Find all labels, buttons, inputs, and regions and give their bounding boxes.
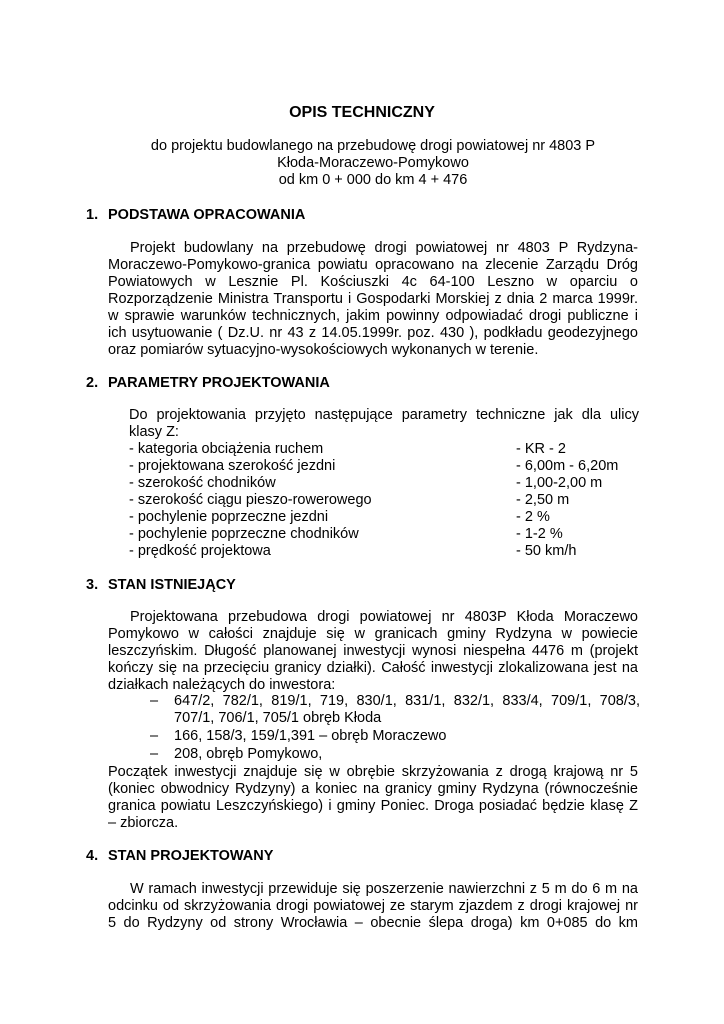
section-heading-1 (86, 207, 305, 223)
list-item-line: 647/2, 782/1, 819/1, 719, 830/1, 831/1, 832/1, 833/4, 709/1, 708/3, (174, 693, 640, 709)
dash-bullet: – (150, 728, 159, 744)
section-title: STAN PROJEKTOWANY (108, 848, 274, 864)
dash-bullet: – (150, 693, 159, 709)
document-title: OPIS TECHNICZNY (289, 104, 435, 121)
document-subtitle (0, 138, 724, 189)
paragraph-line: ich usytuowanie ( Dz.U. nr 43 z 14.05.1999r. poz. 430 ), podkładu geodezyjnego (108, 325, 638, 341)
section-number: 3. (86, 577, 99, 593)
paragraph-line: leszczyńskim. Długość planowanej inwestycji wynosi niespełna 4476 m (projekt (108, 643, 638, 659)
intro-line: klasy Z: (129, 424, 179, 440)
paragraph-line: Rozporządzenie Ministra Transportu i Gospodarki Morskiej z dnia 2 marca 1999r. (108, 291, 638, 307)
section-1-paragraph (108, 240, 638, 359)
parameter-name: - szerokość ciągu pieszo-rowerowego (129, 492, 372, 508)
subtitle-line: Kłoda-Moraczewo-Pomykowo (277, 155, 469, 171)
parameter-row (129, 543, 639, 560)
section-number: 2. (86, 375, 99, 391)
paragraph-line: odcinku od skrzyżowania drogi powiatowej ze starym zjazdem z drogi krajowej nr (108, 898, 638, 914)
paragraph-line: oraz pomiarów sytuacyjno-wysokościowych wykonanych w terenie. (108, 342, 539, 358)
section-heading-3 (86, 577, 236, 593)
parcel-list (150, 693, 640, 764)
parameters-list (129, 441, 639, 560)
paragraph-line: Początek inwestycji znajduje się w obrębie skrzyżowania z drogą krajową nr 5 (108, 764, 638, 780)
list-item-line: 208, obręb Pomykowo, (174, 746, 323, 762)
paragraph-line: Pomykowo w całości znajduje się w granicach gminy Rydzyna w powiecie (108, 626, 638, 642)
list-item-line: 166, 158/3, 159/1,391 – obręb Moraczewo (174, 728, 447, 744)
paragraph-line: (koniec obwodnicy Rydzyny) a koniec na granicy gminy Rydzyna (równocześnie (108, 781, 638, 797)
section-heading-4 (86, 848, 273, 864)
parameter-name: - prędkość projektowa (129, 543, 271, 559)
paragraph-line: Powiatowych w Lesznie Pl. Kościuszki 4c 64-100 Leszno w oparciu o (108, 274, 638, 290)
list-item (150, 746, 640, 763)
paragraph-line: W ramach inwestycji przewiduje się poszerzenie nawierzchni z 5 m do 6 m na (130, 881, 638, 897)
paragraph-line: Moraczewo-Pomykowo-granica powiatu opracowano na zlecenie Zarządu Dróg (108, 257, 638, 273)
section-number: 1. (86, 207, 99, 223)
parameter-name: - kategoria obciążenia ruchem (129, 441, 324, 457)
parameter-row (129, 458, 639, 475)
paragraph-line: w sprawie warunków technicznych, jakim powinny odpowiadać drogi publiczne i (108, 308, 638, 324)
parameter-name: - projektowana szerokość jezdni (129, 458, 336, 474)
parameter-value: - 1-2 % (516, 526, 563, 542)
parameter-value: - 1,00-2,00 m (516, 475, 603, 491)
parameter-value: - KR - 2 (516, 441, 566, 457)
section-title: PODSTAWA OPRACOWANIA (108, 207, 306, 223)
parameter-value: - 50 km/h (516, 543, 577, 559)
parameter-row (129, 475, 639, 492)
paragraph-line: działkach należących do inwestora: (108, 677, 336, 693)
subtitle-line: do projektu budowlanego na przebudowę drogi powiatowej nr 4803 P (150, 138, 596, 154)
section-title: STAN ISTNIEJĄCY (108, 577, 236, 593)
list-item-line: 707/1, 706/1, 705/1 obręb Kłoda (174, 710, 382, 726)
paragraph-line: Projekt budowlany na przebudowę drogi powiatowej nr 4803 P Rydzyna- (130, 240, 638, 256)
section-title: PARAMETRY PROJEKTOWANIA (108, 375, 330, 391)
parameter-value: - 2,50 m (516, 492, 570, 508)
parameter-row (129, 441, 639, 458)
section-3-continuation (108, 764, 638, 832)
section-4-paragraph (108, 881, 638, 932)
parameter-row (129, 509, 639, 526)
parameters-intro (129, 407, 639, 441)
section-number: 4. (86, 848, 99, 864)
paragraph-line: 5 do Rydzyny od strony Wrocławia – obecnie ślepa droga) km 0+085 do km (108, 915, 638, 931)
parameter-value: - 6,00m - 6,20m (516, 458, 619, 474)
paragraph-line: Projektowana przebudowa drogi powiatowej nr 4803P Kłoda Moraczewo (130, 609, 638, 625)
parameter-name: - szerokość chodników (129, 475, 276, 491)
intro-line: Do projektowania przyjęto następujące parametry techniczne jak dla ulicy (129, 407, 639, 423)
section-heading-2 (86, 375, 330, 391)
parameter-value: - 2 % (516, 509, 550, 525)
parameter-name: - pochylenie poprzeczne chodników (129, 526, 359, 542)
list-item (150, 728, 640, 745)
parameter-row (129, 526, 639, 543)
dash-bullet: – (150, 746, 159, 762)
paragraph-line: – zbiorcza. (108, 815, 179, 831)
parameter-row (129, 492, 639, 509)
paragraph-line: kończy się na przecięciu granicy działki). Całość inwestycji zlokalizowana jest na (108, 660, 638, 676)
subtitle-line: od km 0 + 000 do km 4 + 476 (278, 172, 468, 188)
section-3-paragraph (108, 609, 638, 694)
list-item (150, 693, 640, 727)
parameter-name: - pochylenie poprzeczne jezdni (129, 509, 329, 525)
paragraph-line: granica powiatu Leszczyńskiego) i gminy Poniec. Droga posiadać będzie klasę Z (108, 798, 638, 814)
